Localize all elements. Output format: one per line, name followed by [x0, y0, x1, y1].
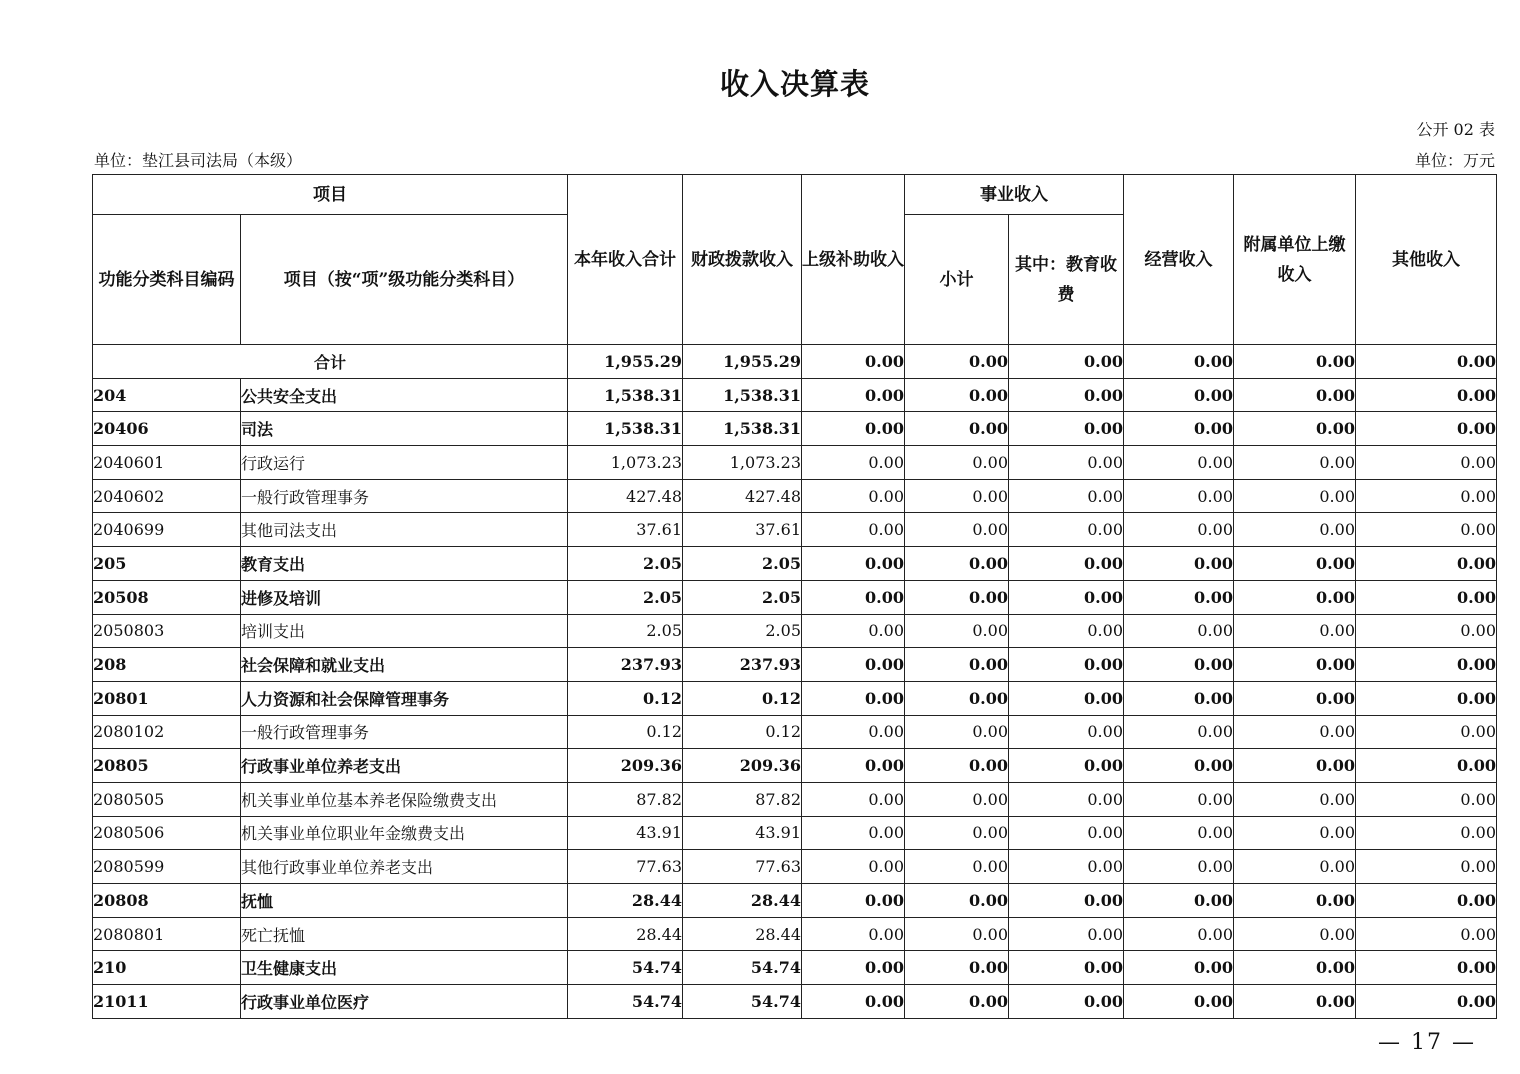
row-value: 0.00: [802, 446, 905, 480]
row-value: 0.00: [802, 782, 905, 816]
table-row: [93, 985, 1497, 1019]
table-row: [93, 749, 1497, 783]
row-value: 0.00: [1234, 782, 1356, 816]
total-value: 1,955.29: [683, 345, 802, 379]
row-value: 0.00: [802, 917, 905, 951]
row-value: 0.00: [802, 648, 905, 682]
row-value: 0.00: [1009, 547, 1124, 581]
row-value: 209.36: [683, 749, 802, 783]
row-value: 54.74: [683, 985, 802, 1019]
row-value: 0.00: [905, 614, 1009, 648]
row-value: 0.00: [1124, 378, 1234, 412]
row-value: 0.00: [1009, 884, 1124, 918]
row-value: 209.36: [568, 749, 683, 783]
row-name: 行政事业单位医疗: [241, 985, 568, 1019]
row-value: 28.44: [568, 884, 683, 918]
row-value: 0.00: [1356, 715, 1497, 749]
row-value: 0.00: [905, 580, 1009, 614]
row-value: 2.05: [683, 580, 802, 614]
row-value: 0.00: [1009, 513, 1124, 547]
row-value: 0.00: [802, 884, 905, 918]
row-code: 21011: [93, 985, 241, 1019]
row-value: 54.74: [683, 951, 802, 985]
row-value: 0.00: [905, 782, 1009, 816]
row-value: 0.00: [1124, 782, 1234, 816]
row-value: 0.00: [1234, 513, 1356, 547]
row-value: 237.93: [683, 648, 802, 682]
row-code: 2080599: [93, 850, 241, 884]
row-value: 0.00: [905, 715, 1009, 749]
table-row: [93, 816, 1497, 850]
row-name: 卫生健康支出: [241, 951, 568, 985]
row-value: 0.00: [1356, 816, 1497, 850]
row-value: 0.00: [1356, 378, 1497, 412]
row-value: 0.12: [568, 681, 683, 715]
row-value: 1,538.31: [568, 412, 683, 446]
row-value: 28.44: [683, 917, 802, 951]
table-row: [93, 884, 1497, 918]
header-fiscal: 财政拨款收入: [683, 175, 802, 345]
page-number: — 17 —: [1378, 1030, 1476, 1055]
row-value: 0.00: [1009, 378, 1124, 412]
row-code: 2040602: [93, 479, 241, 513]
row-code: 20801: [93, 681, 241, 715]
row-value: 0.00: [802, 681, 905, 715]
total-value: 0.00: [1009, 345, 1124, 379]
header-affiliated: 附属单位上缴收入: [1234, 175, 1356, 345]
row-value: 0.00: [1009, 580, 1124, 614]
row-value: 0.00: [802, 479, 905, 513]
row-value: 0.00: [1124, 850, 1234, 884]
row-value: 1,538.31: [683, 378, 802, 412]
row-code: 210: [93, 951, 241, 985]
row-value: 0.00: [905, 681, 1009, 715]
row-code: 2080801: [93, 917, 241, 951]
row-value: 0.00: [905, 412, 1009, 446]
row-name: 机关事业单位基本养老保险缴费支出: [241, 782, 568, 816]
row-value: 1,538.31: [683, 412, 802, 446]
row-name: 机关事业单位职业年金缴费支出: [241, 816, 568, 850]
header-total: 本年收入合计: [568, 175, 683, 345]
row-value: 43.91: [568, 816, 683, 850]
total-value: 0.00: [1234, 345, 1356, 379]
row-value: 0.00: [1009, 985, 1124, 1019]
row-value: 0.00: [905, 951, 1009, 985]
row-value: 0.00: [1124, 715, 1234, 749]
table-row: [93, 715, 1497, 749]
table-row: [93, 479, 1497, 513]
row-value: 0.12: [568, 715, 683, 749]
row-value: 0.00: [1234, 378, 1356, 412]
row-name: 教育支出: [241, 547, 568, 581]
row-value: 0.00: [1234, 412, 1356, 446]
row-name: 行政运行: [241, 446, 568, 480]
row-value: 2.05: [568, 580, 683, 614]
row-value: 0.00: [802, 580, 905, 614]
table-row: [93, 412, 1497, 446]
row-value: 0.00: [1009, 479, 1124, 513]
row-value: 37.61: [568, 513, 683, 547]
row-value: 0.00: [1356, 985, 1497, 1019]
total-value: 0.00: [1124, 345, 1234, 379]
header-project: 项目: [93, 175, 568, 215]
header-edu: 其中：教育收费: [1009, 215, 1124, 345]
row-value: 0.00: [1234, 850, 1356, 884]
row-value: 0.00: [905, 884, 1009, 918]
currency-unit: 单位：万元: [1414, 151, 1495, 170]
income-table: [92, 174, 1497, 1019]
row-value: 0.00: [905, 513, 1009, 547]
row-value: 54.74: [568, 951, 683, 985]
total-value: 0.00: [905, 345, 1009, 379]
table-row: [93, 951, 1497, 985]
row-name: 公共安全支出: [241, 378, 568, 412]
row-value: 0.00: [1124, 681, 1234, 715]
row-value: 0.00: [1124, 749, 1234, 783]
row-value: 427.48: [568, 479, 683, 513]
row-value: 0.00: [1009, 951, 1124, 985]
row-name: 行政事业单位养老支出: [241, 749, 568, 783]
row-name: 其他行政事业单位养老支出: [241, 850, 568, 884]
row-value: 0.00: [1356, 648, 1497, 682]
row-code: 208: [93, 648, 241, 682]
row-value: 0.00: [1009, 681, 1124, 715]
total-label: 合计: [93, 345, 568, 379]
row-value: 0.00: [1356, 951, 1497, 985]
row-value: 0.00: [1124, 412, 1234, 446]
row-value: 0.00: [1234, 917, 1356, 951]
row-value: 0.00: [1009, 715, 1124, 749]
row-value: 0.00: [905, 547, 1009, 581]
row-value: 2.05: [568, 547, 683, 581]
row-name: 其他司法支出: [241, 513, 568, 547]
table-row: [93, 917, 1497, 951]
reporting-unit: 单位：垫江县司法局（本级）: [94, 151, 303, 170]
row-name: 抚恤: [241, 884, 568, 918]
table-row: [93, 648, 1497, 682]
row-value: 0.00: [905, 985, 1009, 1019]
header-subtotal: 小计: [905, 215, 1009, 345]
header-superior: 上级补助收入: [802, 175, 905, 345]
row-value: 0.00: [905, 446, 1009, 480]
row-value: 0.00: [1356, 749, 1497, 783]
row-value: 0.00: [905, 479, 1009, 513]
header-business: 事业收入: [905, 175, 1124, 215]
row-code: 205: [93, 547, 241, 581]
row-value: 43.91: [683, 816, 802, 850]
row-value: 0.00: [802, 412, 905, 446]
row-value: 0.00: [1009, 446, 1124, 480]
row-value: 0.00: [1009, 850, 1124, 884]
row-value: 0.00: [1234, 547, 1356, 581]
total-value: 1,955.29: [568, 345, 683, 379]
row-code: 2050803: [93, 614, 241, 648]
table-row: [93, 446, 1497, 480]
row-value: 0.00: [1234, 479, 1356, 513]
row-value: 0.00: [1124, 648, 1234, 682]
row-value: 0.00: [1356, 782, 1497, 816]
row-value: 0.00: [1124, 614, 1234, 648]
row-value: 0.00: [1124, 951, 1234, 985]
row-name: 进修及培训: [241, 580, 568, 614]
row-value: 0.12: [683, 715, 802, 749]
row-value: 0.00: [1234, 715, 1356, 749]
total-value: 0.00: [802, 345, 905, 379]
row-value: 0.00: [1009, 648, 1124, 682]
row-value: 0.00: [802, 614, 905, 648]
row-value: 0.00: [1124, 884, 1234, 918]
row-code: 2080505: [93, 782, 241, 816]
row-value: 0.00: [1234, 884, 1356, 918]
row-name: 培训支出: [241, 614, 568, 648]
row-value: 0.00: [802, 985, 905, 1019]
row-value: 2.05: [683, 614, 802, 648]
row-value: 87.82: [568, 782, 683, 816]
total-row: [93, 345, 1497, 379]
row-value: 0.00: [1009, 816, 1124, 850]
row-value: 0.00: [1356, 884, 1497, 918]
row-code: 2040601: [93, 446, 241, 480]
row-value: 1,073.23: [568, 446, 683, 480]
row-value: 87.82: [683, 782, 802, 816]
total-value: 0.00: [1356, 345, 1497, 379]
row-value: 0.00: [1124, 917, 1234, 951]
table-row: [93, 850, 1497, 884]
row-value: 0.00: [1234, 749, 1356, 783]
row-value: 0.00: [905, 850, 1009, 884]
row-value: 54.74: [568, 985, 683, 1019]
row-value: 0.00: [802, 749, 905, 783]
row-value: 1,073.23: [683, 446, 802, 480]
row-value: 28.44: [568, 917, 683, 951]
table-row: [93, 580, 1497, 614]
row-value: 0.00: [1356, 614, 1497, 648]
row-value: 0.00: [1124, 446, 1234, 480]
row-value: 0.00: [905, 917, 1009, 951]
row-value: 77.63: [568, 850, 683, 884]
row-name: 社会保障和就业支出: [241, 648, 568, 682]
row-value: 77.63: [683, 850, 802, 884]
row-value: 0.00: [1124, 985, 1234, 1019]
row-value: 0.00: [802, 715, 905, 749]
row-value: 0.00: [1009, 917, 1124, 951]
table-row: [93, 547, 1497, 581]
row-value: 28.44: [683, 884, 802, 918]
row-value: 0.00: [1234, 648, 1356, 682]
row-value: 0.00: [1356, 917, 1497, 951]
row-value: 0.00: [1356, 513, 1497, 547]
row-value: 0.00: [905, 749, 1009, 783]
row-value: 0.00: [1234, 681, 1356, 715]
row-name: 死亡抚恤: [241, 917, 568, 951]
row-value: 0.00: [1124, 816, 1234, 850]
table-row: [93, 513, 1497, 547]
row-code: 2080102: [93, 715, 241, 749]
row-value: 0.00: [905, 378, 1009, 412]
row-value: 0.00: [1356, 850, 1497, 884]
row-value: 0.00: [802, 378, 905, 412]
row-value: 0.00: [1234, 816, 1356, 850]
row-name: 一般行政管理事务: [241, 715, 568, 749]
row-value: 0.00: [1356, 547, 1497, 581]
row-value: 37.61: [683, 513, 802, 547]
row-value: 0.00: [1356, 446, 1497, 480]
row-name: 一般行政管理事务: [241, 479, 568, 513]
table-row: [93, 378, 1497, 412]
row-value: 0.00: [1356, 479, 1497, 513]
row-name: 人力资源和社会保障管理事务: [241, 681, 568, 715]
table-row: [93, 614, 1497, 648]
row-value: 0.00: [1124, 547, 1234, 581]
header-operating: 经营收入: [1124, 175, 1234, 345]
header-code: 功能分类科目编码: [93, 215, 241, 345]
row-code: 2040699: [93, 513, 241, 547]
row-value: 0.00: [905, 648, 1009, 682]
row-value: 0.00: [1234, 614, 1356, 648]
row-value: 0.12: [683, 681, 802, 715]
header-other: 其他收入: [1356, 175, 1497, 345]
row-value: 0.00: [1234, 446, 1356, 480]
row-value: 427.48: [683, 479, 802, 513]
row-code: 20808: [93, 884, 241, 918]
row-code: 20406: [93, 412, 241, 446]
row-value: 0.00: [1009, 749, 1124, 783]
row-code: 2080506: [93, 816, 241, 850]
page-title: 收入决算表: [719, 67, 870, 101]
row-value: 0.00: [1009, 782, 1124, 816]
row-value: 0.00: [1356, 681, 1497, 715]
row-code: 20508: [93, 580, 241, 614]
row-value: 237.93: [568, 648, 683, 682]
row-value: 0.00: [1356, 412, 1497, 446]
row-value: 0.00: [1124, 580, 1234, 614]
row-value: 0.00: [802, 951, 905, 985]
row-code: 20805: [93, 749, 241, 783]
row-value: 2.05: [683, 547, 802, 581]
row-value: 0.00: [802, 850, 905, 884]
row-value: 0.00: [802, 513, 905, 547]
row-value: 0.00: [1124, 513, 1234, 547]
row-code: 204: [93, 378, 241, 412]
row-value: 0.00: [1234, 951, 1356, 985]
table-row: [93, 782, 1497, 816]
row-value: 0.00: [802, 547, 905, 581]
row-value: 2.05: [568, 614, 683, 648]
row-value: 0.00: [1234, 985, 1356, 1019]
row-value: 0.00: [905, 816, 1009, 850]
row-value: 0.00: [1124, 479, 1234, 513]
row-value: 0.00: [1234, 580, 1356, 614]
row-value: 0.00: [1356, 580, 1497, 614]
table-row: [93, 681, 1497, 715]
row-value: 0.00: [1009, 614, 1124, 648]
header-name: 项目（按“项”级功能分类科目）: [241, 215, 568, 345]
row-value: 0.00: [802, 816, 905, 850]
form-number: 公开 02 表: [1416, 120, 1495, 139]
row-value: 0.00: [1009, 412, 1124, 446]
row-value: 1,538.31: [568, 378, 683, 412]
row-name: 司法: [241, 412, 568, 446]
